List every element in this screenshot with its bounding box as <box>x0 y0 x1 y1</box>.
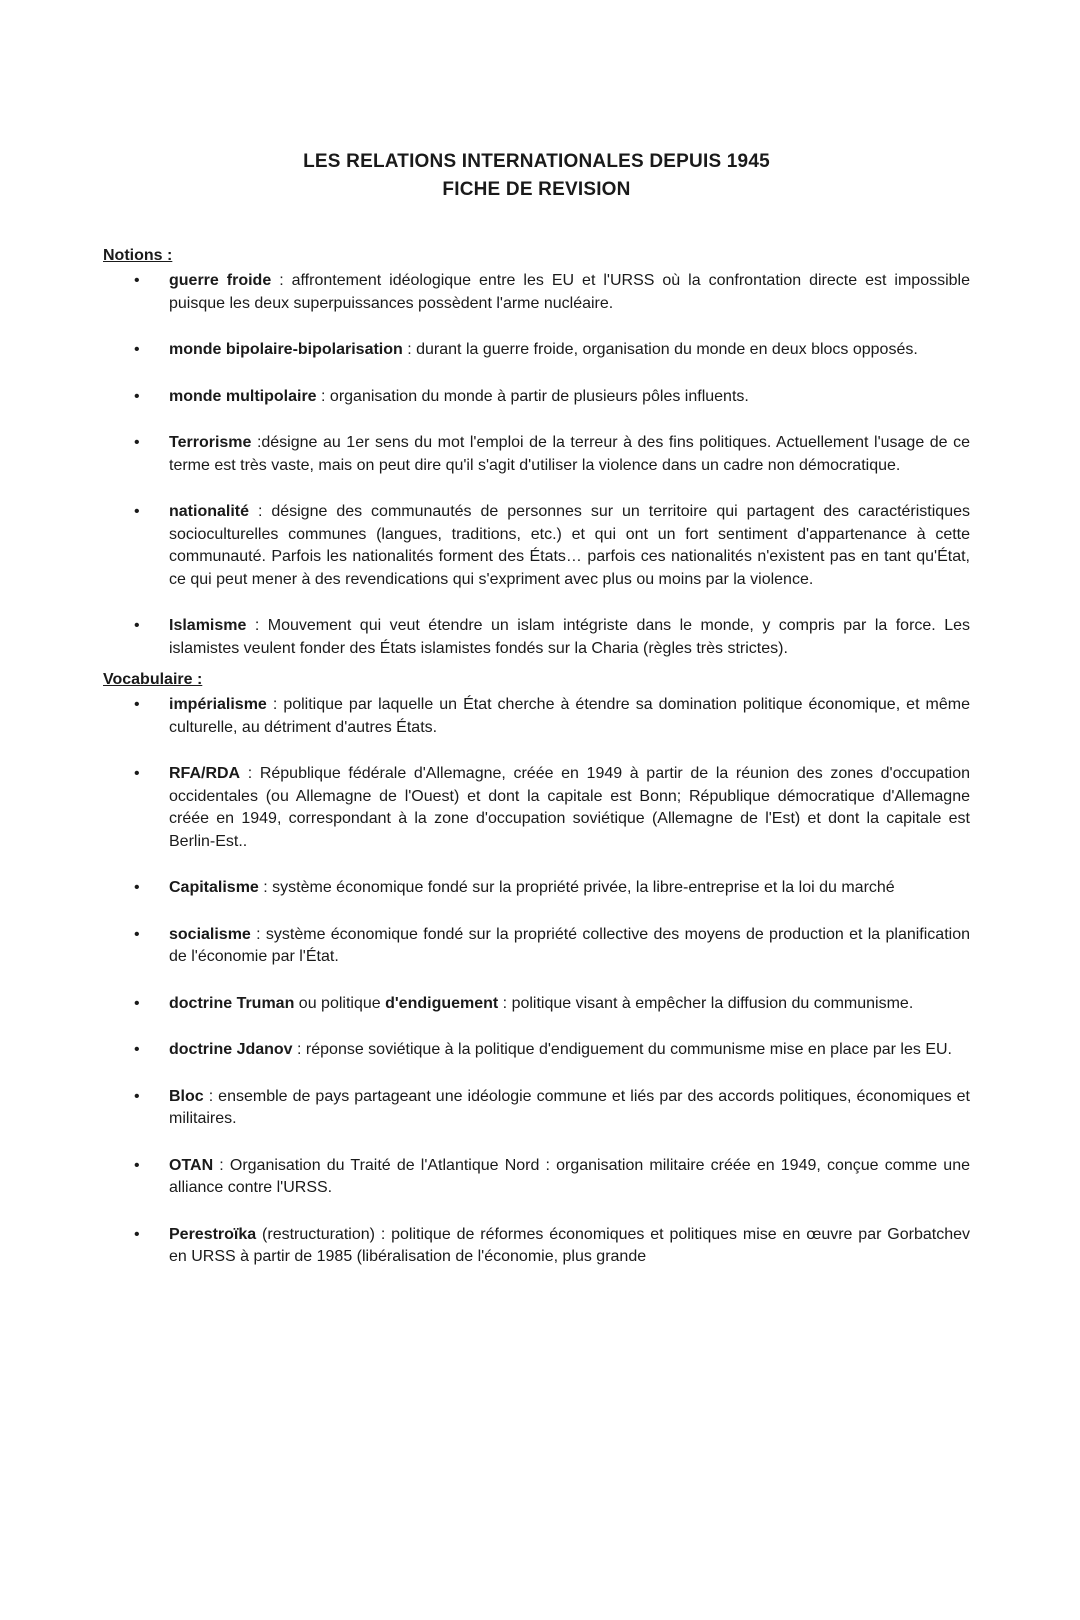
connector: ou politique <box>294 994 386 1012</box>
definition: : politique visant à empêcher la diffusion du communisme. <box>498 994 914 1012</box>
vocabulaire-section <box>103 670 970 1269</box>
definition: : organisation du monde à partir de plusieurs pôles influents. <box>316 387 749 405</box>
term: doctrine Jdanov <box>169 1041 293 1058</box>
definition: : désigne des communautés de personnes sur un territoire qui partagent des caractéristiques socioculturelles communes (langues, traditions, etc.) et qui ont un fort sentiment d'appartenance à cette communauté. Parfois les nationalités forment des États… parfois ces nationalités n'existent pas en tant qu'État, ce qui peut mener à des revendications qui s'expriment avec plus ou moins par la violence. <box>169 503 970 588</box>
title-line-1: LES RELATIONS INTERNATIONALES DEPUIS 1945 <box>303 151 770 172</box>
definition: : système économique fondé sur la propriété privée, la libre-entreprise et la loi du marché <box>258 879 895 896</box>
term: Islamisme <box>169 617 247 634</box>
list-item <box>103 1224 970 1269</box>
bullet-icon: • <box>134 765 140 782</box>
bullet-icon: • <box>134 1087 140 1105</box>
list-item <box>103 993 970 1016</box>
list-item <box>103 1039 970 1062</box>
definition: : République fédérale d'Allemagne, créée en 1949 à partir de la réunion des zones d'occupation occidentales (ou Allemagne de l'Ouest) et dont la capitale est Bonn; République démocratique d'Allemagne créée en 1949, correspondant à la zone d'occupation soviétique (Allemagne de l'Est) et dont la capitale est Berlin-Est.. <box>169 765 970 850</box>
bullet-icon: • <box>134 387 140 405</box>
bullet-icon: • <box>134 617 140 634</box>
bullet-icon: • <box>134 341 140 358</box>
term: d'endiguement <box>385 994 499 1012</box>
definition: (restructuration) : politique de réformes économiques et politiques mise en œuvre par Gorbatchev en URSS à partir de 1985 (libéralisation de l'économie, plus grande <box>169 1225 970 1265</box>
list-item <box>103 763 970 853</box>
list-item <box>103 339 970 362</box>
term: monde multipolaire <box>169 387 317 405</box>
list-item <box>103 1155 970 1200</box>
term: Capitalisme <box>169 879 259 896</box>
definition: : Mouvement qui veut étendre un islam intégriste dans le monde, y compris par la force. Les islamistes veulent fonder des États islamistes fondés sur la Charia (règles très strictes). <box>169 617 970 657</box>
title-line-2: FICHE DE REVISION <box>442 179 631 200</box>
bullet-icon: • <box>134 925 140 943</box>
notions-list <box>103 270 970 660</box>
list-item <box>103 270 970 315</box>
term: impérialisme <box>169 696 267 713</box>
list-item <box>103 432 970 477</box>
vocabulaire-list <box>103 694 970 1269</box>
term: socialisme <box>169 925 251 943</box>
definition: : Organisation du Traité de l'Atlantique Nord : organisation militaire créée en 1949, conçue comme une alliance contre l'URSS. <box>169 1156 970 1196</box>
term: guerre froide <box>169 272 272 289</box>
bullet-icon: • <box>134 879 140 896</box>
notions-heading: Notions : <box>103 247 173 264</box>
bullet-icon: • <box>134 994 140 1012</box>
bullet-icon: • <box>134 503 140 520</box>
notions-section <box>103 246 970 660</box>
term: Terrorisme <box>169 434 252 451</box>
bullet-icon: • <box>134 1041 140 1058</box>
term: RFA/RDA <box>169 765 241 782</box>
definition: : système économique fondé sur la propriété collective des moyens de production et la planification de l'économie par l'État. <box>169 925 970 965</box>
bullet-icon: • <box>134 696 140 713</box>
list-item <box>103 877 970 900</box>
bullet-icon: • <box>134 272 140 289</box>
definition: : affrontement idéologique entre les EU et l'URSS où la confrontation directe est impossible puisque les deux superpuissances possèdent l'arme nucléaire. <box>169 272 970 312</box>
document-title <box>103 148 970 204</box>
list-item <box>103 924 970 969</box>
term: Perestroïka <box>169 1225 257 1243</box>
bullet-icon: • <box>134 1156 140 1174</box>
vocabulaire-heading: Vocabulaire : <box>103 671 203 688</box>
term: nationalité <box>169 503 250 520</box>
term: Bloc <box>169 1087 204 1105</box>
term: monde bipolaire-bipolarisation <box>169 341 403 358</box>
definition: : ensemble de pays partageant une idéologie commune et liés par des accords politiques, économiques et militaires. <box>169 1087 970 1127</box>
list-item <box>103 694 970 739</box>
list-item <box>103 501 970 591</box>
definition: : politique par laquelle un État cherche à étendre sa domination politique économique, et même culturelle, au détriment d'autres États. <box>169 696 970 736</box>
list-item <box>103 615 970 660</box>
list-item <box>103 1086 970 1131</box>
definition: :désigne au 1er sens du mot l'emploi de la terreur à des fins politiques. Actuellement l'usage de ce terme est très vaste, mais on peut dire qu'il s'agit d'utiliser la violence dans un cadre non démocratique. <box>169 434 970 474</box>
bullet-icon: • <box>134 434 140 451</box>
bullet-icon: • <box>134 1225 140 1243</box>
definition: : réponse soviétique à la politique d'endiguement du communisme mise en place par les EU. <box>292 1041 952 1058</box>
list-item <box>103 386 970 409</box>
definition: : durant la guerre froide, organisation du monde en deux blocs opposés. <box>402 341 918 358</box>
term: doctrine Truman <box>169 994 295 1012</box>
term: OTAN <box>169 1156 214 1174</box>
